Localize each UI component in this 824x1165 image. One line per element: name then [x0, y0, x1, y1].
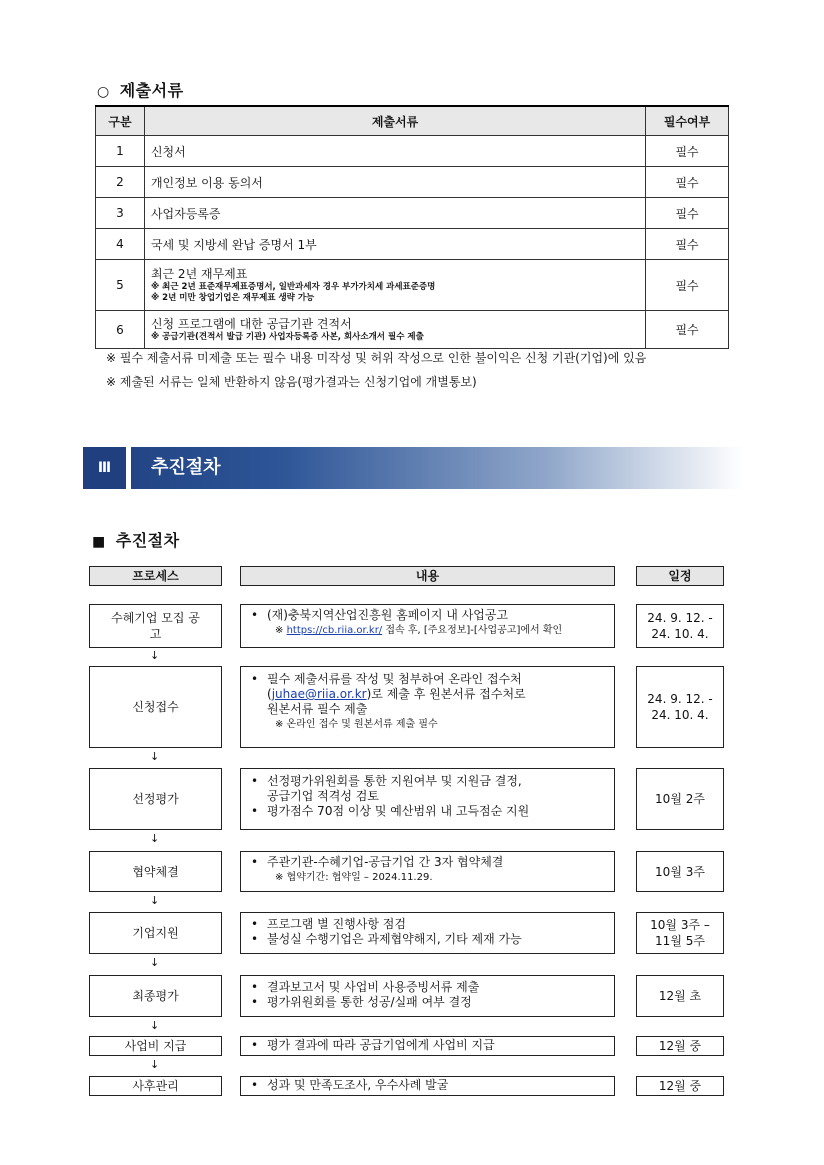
process-step-label: 협약체결: [132, 864, 179, 879]
process-step-label: 기업지원: [132, 926, 179, 940]
process-step-label: 신청접수: [132, 700, 179, 714]
row-num: 6: [96, 311, 145, 349]
square-marker-icon: ■: [92, 534, 106, 550]
docs-note: ※ 필수 제출서류 미제출 또는 필수 내용 미작성 및 허위 작성으로 인한 불이익은 신청 기관(기업)에 있음: [106, 351, 647, 365]
content-bullet: • 평가점수 70점 이상 및 예산범위 내 고득점순 지원: [249, 804, 608, 819]
content-continuation: 공급기업 적격성 검토: [267, 789, 379, 803]
schedule-text: 11월 5주: [655, 934, 705, 948]
process-title: 추진절차: [115, 531, 180, 550]
content-bullet: • 결과보고서 및 사업비 사용증빙서류 제출: [249, 980, 608, 995]
process-content: [240, 975, 615, 1017]
schedule-col-header: 일정: [636, 566, 724, 586]
content-note: ※ 협약기간: 협약일 – 2024.11.29.: [275, 872, 433, 883]
table-row: [96, 229, 729, 260]
table-row: [96, 260, 729, 311]
down-arrow-icon: ↓: [150, 649, 160, 662]
down-arrow-icon: ↓: [150, 750, 160, 763]
process-content: [240, 1036, 615, 1056]
table-row: [96, 167, 729, 198]
content-bullet: • 프로그램 별 진행사항 점검: [249, 917, 608, 932]
row-required: 필수: [646, 167, 729, 198]
down-arrow-icon: ↓: [150, 832, 160, 845]
schedule-box: [636, 1036, 724, 1056]
process-content: [240, 912, 615, 954]
row-num: 1: [96, 136, 145, 167]
process-content: [240, 1076, 615, 1096]
schedule-box: [636, 1076, 724, 1096]
schedule-text: 10월 3주: [655, 864, 705, 879]
row-required: 필수: [646, 198, 729, 229]
content-bullet: • 필수 제출서류를 작성 및 첨부하여 온라인 접수처: [249, 672, 608, 687]
schedule-text: 12월 초: [658, 989, 702, 1003]
schedule-box: [636, 912, 724, 954]
schedule-text: 10월 2주: [655, 792, 705, 806]
content-bullet: • 평가위원회를 통한 성공/실패 여부 결정: [249, 995, 608, 1010]
content-continuation: 원본서류 필수 제출: [267, 702, 368, 716]
section-number: Ⅲ: [83, 447, 126, 489]
content-note: ※ https://cb.riia.or.kr/ 접속 후, [주요정보]-[사업공고]에서 확인: [275, 625, 563, 636]
docs-note: ※ 제출된 서류는 일체 반환하지 않음(평가결과는 신청기업에 개별통보): [106, 375, 477, 389]
row-doc-name: 신청서: [144, 136, 645, 167]
table-row: [96, 198, 729, 229]
content-continuation: (juhae@riia.or.kr)로 제출 후 원본서류 접수처로: [267, 687, 526, 701]
process-step-label: 선정평가: [132, 792, 179, 806]
process-step: [89, 1076, 222, 1096]
schedule-box: [636, 768, 724, 830]
row-doc-name: 신청 프로그램에 대한 공급기관 견적서: [150, 316, 352, 331]
row-required: 필수: [646, 136, 729, 167]
row-num: 2: [96, 167, 145, 198]
process-step: [89, 604, 222, 648]
section-band: [83, 447, 743, 489]
row-doc-name: 사업자등록증: [144, 198, 645, 229]
row-num: 5: [96, 260, 145, 311]
process-heading: [92, 528, 180, 551]
down-arrow-icon: ↓: [150, 956, 160, 969]
row-doc-name: 개인정보 이용 동의서: [144, 167, 645, 198]
row-required: 필수: [646, 229, 729, 260]
homepage-link[interactable]: https://cb.riia.or.kr/: [286, 625, 383, 636]
process-col-header: 프로세스: [89, 566, 222, 586]
row-doc-note: ※ 공급기관(견적서 발급 기관) 사업자등록증 사본, 회사소개서 필수 제출: [150, 331, 424, 342]
row-doc-cell: [144, 260, 645, 311]
row-num: 3: [96, 198, 145, 229]
process-content: [240, 768, 615, 830]
schedule-text: 10월 3주 –: [650, 918, 710, 932]
process-step-label: 최종평가: [132, 989, 179, 1003]
process-step: [89, 912, 222, 954]
process-step-label: 수혜기업 모집 공고: [111, 611, 200, 641]
table-row: [96, 311, 729, 349]
email-link[interactable]: juhae@riia.or.kr: [271, 687, 367, 701]
process-step: [89, 975, 222, 1017]
docs-table: [95, 105, 729, 349]
section-title: 추진절차: [151, 457, 221, 478]
row-doc-name: 국세 및 지방세 완납 증명서 1부: [144, 229, 645, 260]
content-bullet: • 평가 결과에 따라 공급기업에게 사업비 지급: [249, 1038, 608, 1053]
table-row: [96, 136, 729, 167]
schedule-box: [636, 975, 724, 1017]
docs-table-header: [96, 106, 729, 136]
process-step-label: 사업비 지급: [124, 1039, 187, 1053]
schedule-text: 12월 중: [658, 1079, 702, 1093]
process-step: [89, 1036, 222, 1056]
content-note: ※ 온라인 접수 및 원본서류 제출 필수: [275, 719, 438, 730]
row-doc-note: ※ 2년 미만 창업기업은 재무제표 생략 가능: [150, 292, 315, 303]
docs-heading: [97, 78, 184, 101]
schedule-text: 24. 9. 12. - 24. 10. 4.: [647, 692, 713, 722]
down-arrow-icon: ↓: [150, 1019, 160, 1032]
content-bullet: • 불성실 수행기업은 과제협약해지, 기타 제재 가능: [249, 932, 608, 947]
schedule-box: [636, 851, 724, 892]
row-required: 필수: [646, 260, 729, 311]
docs-title: 제출서류: [119, 81, 184, 100]
process-step: [89, 666, 222, 748]
down-arrow-icon: ↓: [150, 894, 160, 907]
row-doc-cell: [144, 311, 645, 349]
process-content: [240, 666, 615, 748]
row-doc-name: 최근 2년 재무제표: [150, 266, 248, 281]
down-arrow-icon: ↓: [150, 1058, 160, 1071]
schedule-box: [636, 666, 724, 748]
col-header-category: 구분: [96, 106, 145, 136]
content-bullet: • 선정평가위원회를 통한 지원여부 및 지원금 결정,: [249, 774, 608, 789]
schedule-box: [636, 604, 724, 648]
process-content: [240, 604, 615, 648]
content-bullet: • (재)충북지역산업진흥원 홈페이지 내 사업공고: [249, 608, 608, 623]
row-num: 4: [96, 229, 145, 260]
row-required: 필수: [646, 311, 729, 349]
band-divider: [126, 447, 131, 489]
content-col-header: 내용: [240, 566, 615, 586]
process-step: [89, 851, 222, 892]
schedule-text: 24. 9. 12. - 24. 10. 4.: [647, 611, 713, 641]
process-step-label: 사후관리: [132, 1079, 179, 1093]
col-header-required: 필수여부: [646, 106, 729, 136]
schedule-text: 12월 중: [658, 1039, 702, 1053]
row-doc-note: ※ 최근 2년 표준재무제표증명서, 일반과세자 경우 부가가치세 과세표준증명: [150, 281, 436, 292]
process-step: [89, 768, 222, 830]
circle-marker-icon: ○: [97, 84, 110, 100]
content-bullet: • 주관기관-수혜기업-공급기업 간 3자 협약체결: [249, 855, 608, 870]
content-bullet: • 성과 및 만족도조사, 우수사례 발굴: [249, 1078, 608, 1093]
col-header-documents: 제출서류: [144, 106, 645, 136]
process-content: [240, 851, 615, 892]
